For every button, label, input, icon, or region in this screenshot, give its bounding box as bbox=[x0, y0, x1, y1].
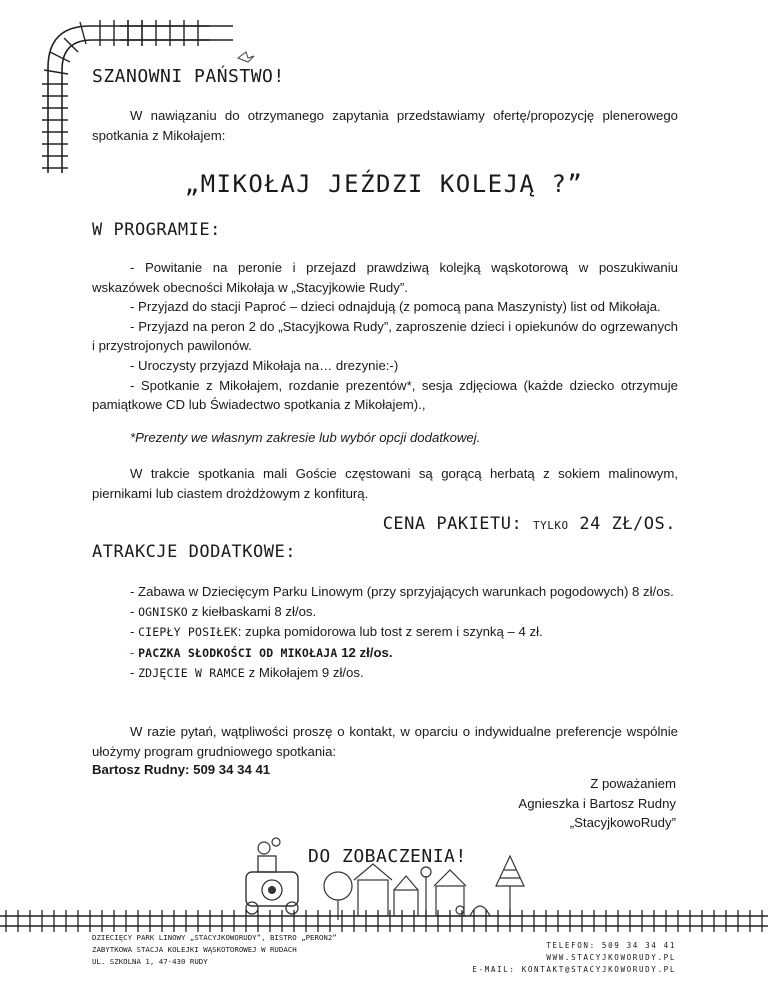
see-you-heading: DO ZOBACZENIA! bbox=[308, 846, 467, 867]
footer-phone: TELEFON: 509 34 34 41 bbox=[546, 941, 676, 950]
program-item: - Przyjazd do stacji Paproć – dzieci odnajdują (z pomocą pana Maszynisty) list od Mikołaja. bbox=[130, 299, 661, 315]
extras-item-name: CIEPŁY POSIŁEK bbox=[138, 625, 238, 640]
offer-title: „MIKOŁAJ JEŹDZI KOLEJĄ ?” bbox=[184, 170, 584, 198]
footer-website-link[interactable]: WWW.STACYJKOWORUDY.PL bbox=[546, 953, 676, 962]
greeting-heading: SZANOWNI PAŃSTWO! bbox=[92, 66, 285, 87]
program-heading: W PROGRAMIE: bbox=[92, 220, 221, 240]
extras-park-item: - Zabawa w Dziecięcym Parku Linowym (przy sprzyjających warunkach pogodowych) 8 zł/os. bbox=[130, 584, 674, 599]
contact-phone: Bartosz Rudny: 509 34 34 41 bbox=[92, 762, 271, 777]
extras-item-sweets: - PACZKA SŁODKOŚCI OD MIKOŁAJA 12 zł/os. bbox=[130, 644, 393, 660]
extras-list bbox=[92, 582, 678, 684]
program-list bbox=[92, 258, 678, 415]
footer-email-link[interactable]: E-MAIL: KONTAKT@STACYJKOWORUDY.PL bbox=[472, 965, 676, 974]
signoff-line: Z poważaniem bbox=[590, 776, 676, 791]
closing-paragraph: W razie pytań, wątpliwości proszę o kontakt, w oparciu o indywidualne preferencje wspólnie ułożymy program grudniowego spotkania: bbox=[92, 724, 678, 759]
intro-paragraph: W nawiązaniu do otrzymanego zapytania przedstawiamy ofertę/propozycję plenerowego spotkania z Mikołajem: bbox=[92, 108, 678, 143]
extras-item-name: OGNISKO bbox=[138, 604, 188, 619]
extras-item-photo: - ZDJĘCIE W RAMCE z Mikołajem 9 zł/os. bbox=[130, 665, 364, 681]
extras-item-campfire: - OGNISKO z kiełbaskami 8 zł/os. bbox=[130, 603, 317, 619]
program-item: - Powitanie na peronie i przejazd prawdziwą kolejką wąskotorową w poszukiwaniu wskazówek obecności Mikołaja w „Stacyjkowie Rudy”. bbox=[92, 260, 678, 295]
signoff-line: „StacyjkowoRudy” bbox=[569, 815, 676, 831]
signoff-line: Agnieszka i Bartosz Rudny bbox=[518, 795, 676, 811]
extras-item-meal: - CIEPŁY POSIŁEK: zupka pomidorowa lub tost z serem i szynką – 4 zł. bbox=[130, 624, 543, 640]
price-amount: 24 ZŁ/OS. bbox=[579, 514, 676, 534]
price-only: TYLKO bbox=[533, 519, 569, 532]
footer-address-line: UL. SZKOLNA 1, 47-430 RUDY bbox=[92, 957, 208, 966]
refreshments-paragraph: W trakcie spotkania mali Goście częstowani są gorącą herbatą z sokiem malinowym, piernikami lub ciastem drożdżowym z konfiturą. bbox=[92, 466, 678, 501]
footer-address-line: ZABYTKOWA STACJA KOLEJKI WĄSKOTOROWEJ W RUDACH bbox=[92, 945, 297, 954]
price-label: CENA PAKIETU: bbox=[382, 514, 523, 534]
bird-doodle-icon bbox=[236, 50, 256, 66]
extras-item-name: PACZKA SŁODKOŚCI OD MIKOŁAJA bbox=[138, 645, 338, 660]
extras-heading: ATRAKCJE DODATKOWE: bbox=[92, 542, 296, 562]
footer-contact bbox=[472, 940, 676, 976]
footer-address bbox=[92, 932, 337, 968]
extras-item-name: ZDJĘCIE W RAMCE bbox=[138, 666, 245, 681]
package-price bbox=[383, 514, 676, 534]
program-item: - Uroczysty przyjazd Mikołaja na… drezynie:-) bbox=[130, 357, 399, 373]
signature-block bbox=[518, 774, 676, 833]
railway-track-top-continuation bbox=[120, 8, 250, 48]
locomotive-doodle-icon bbox=[228, 836, 318, 916]
footer-address-line: DZIECIĘCY PARK LINOWY „STACYJKOWORUDY”, BISTRO „PERON2” bbox=[92, 933, 337, 942]
gift-footnote: *Prezenty we własnym zakresie lub wybór opcji dodatkowej. bbox=[130, 430, 481, 445]
program-item: - Przyjazd na peron 2 do „Stacyjkowa Rudy”, zaproszenie dzieci i opiekunów do ogrzewanych i przystrojonych pawilonów. bbox=[92, 318, 678, 354]
program-item: - Spotkanie z Mikołajem, rozdanie prezentów*, sesja zdjęciowa (każde dziecko otrzymuje pamiątkowe CD lub Świadectwo spotkania z Mikołajem)., bbox=[92, 377, 678, 413]
